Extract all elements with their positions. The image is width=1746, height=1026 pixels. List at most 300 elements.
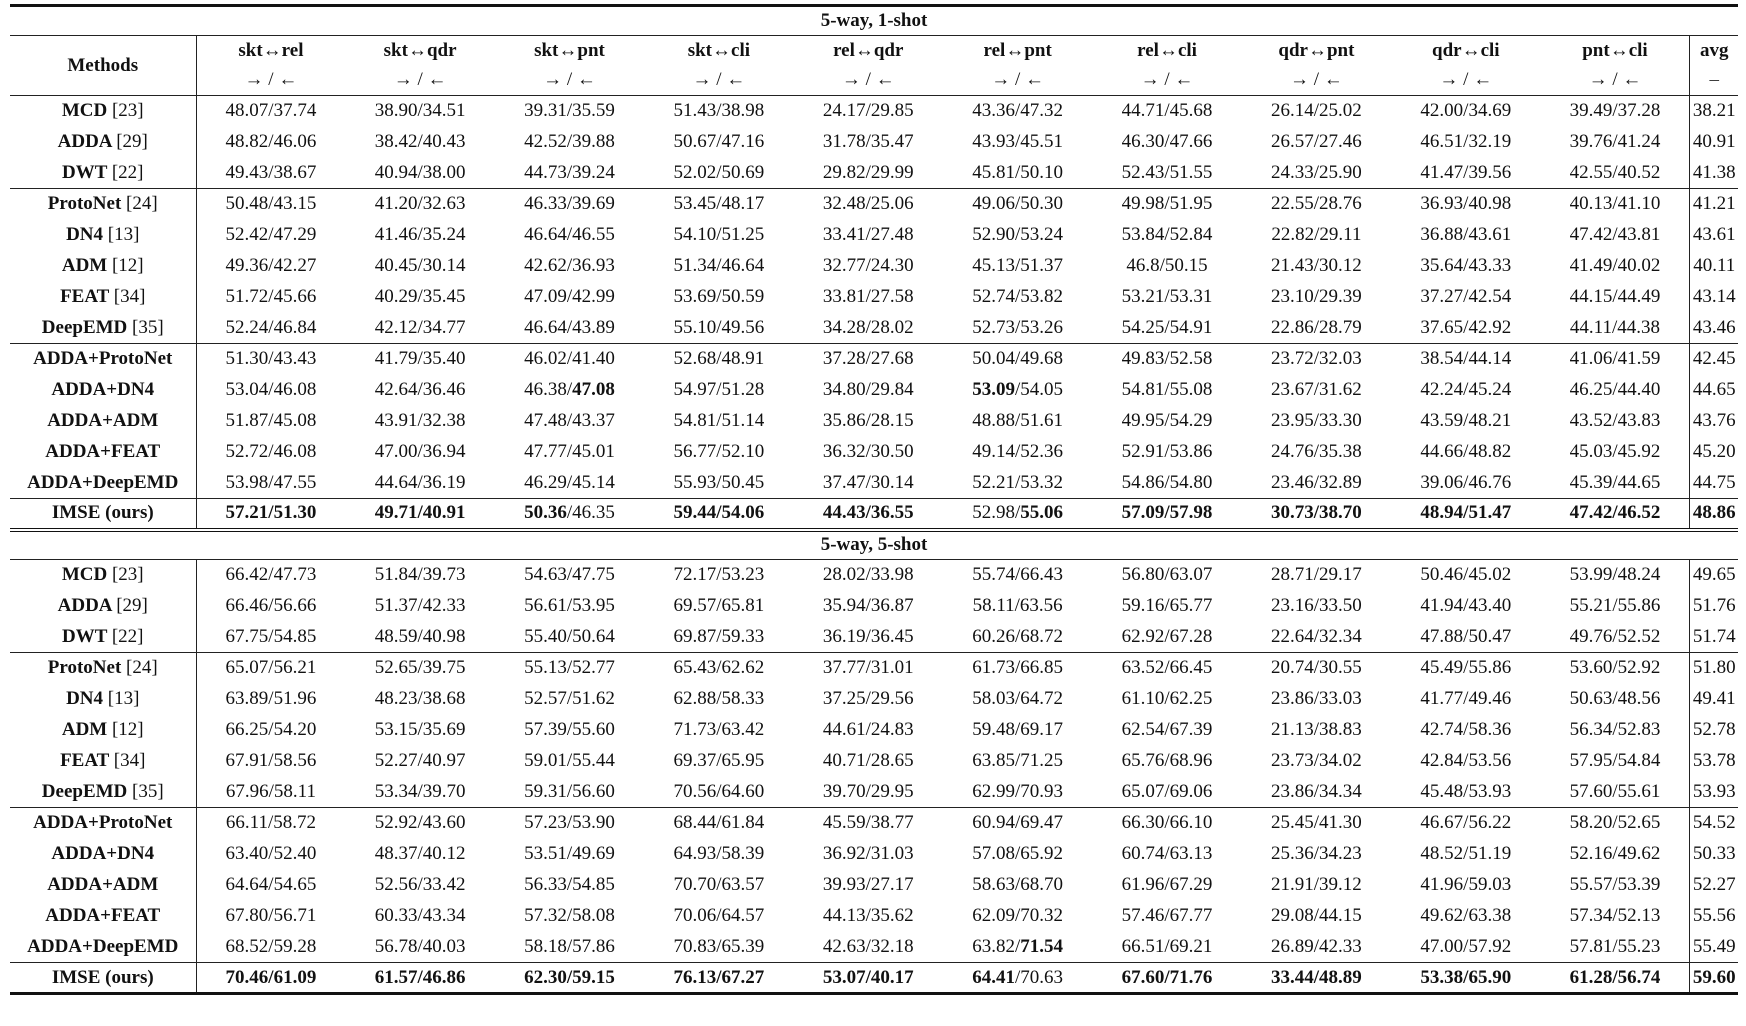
result-cell <box>644 746 793 777</box>
method-ref: [35] <box>132 316 164 338</box>
method-label: ADDA+DeepEMD <box>27 471 179 493</box>
method-name <box>10 808 196 839</box>
result-value: 46.8/50.15 <box>1126 255 1208 276</box>
result-value: 53.51/49.69 <box>524 843 615 864</box>
direction-label: → / ← <box>244 69 298 91</box>
result-cell <box>1541 189 1690 220</box>
table-row <box>10 870 1738 901</box>
result-value: 52.90/53.24 <box>972 224 1064 245</box>
result-cell <box>1092 158 1241 189</box>
result-cell <box>1092 839 1241 870</box>
avg-value: 53.93 <box>1690 777 1738 808</box>
avg-value: 48.86 <box>1690 499 1738 530</box>
result-value: 53.04/46.08 <box>225 379 317 400</box>
result-value: 55.06 <box>1020 502 1064 524</box>
result-cell <box>1092 560 1241 591</box>
result-cell <box>1092 251 1241 282</box>
result-cell <box>1242 220 1391 251</box>
result-cell <box>644 901 793 932</box>
result-cell <box>1391 870 1540 901</box>
result-cell <box>1541 839 1690 870</box>
result-cell <box>943 499 1092 530</box>
method-name <box>10 189 196 220</box>
result-cell <box>1242 375 1391 406</box>
result-cell <box>495 437 644 468</box>
result-value: 52.68/48.91 <box>673 348 765 370</box>
method-label: DWT <box>62 161 108 183</box>
result-cell <box>1242 932 1391 963</box>
result-cell <box>1391 375 1540 406</box>
result-value: 62.99/70.93 <box>972 780 1064 802</box>
result-value: 39.06/46.76 <box>1420 471 1512 493</box>
result-cell <box>196 313 345 344</box>
result-cell <box>495 220 644 251</box>
result-value: 43.52/43.83 <box>1569 410 1661 431</box>
result-cell <box>196 839 345 870</box>
result-value: 43.91/32.38 <box>374 410 466 431</box>
direction-label: → / ← <box>393 69 447 91</box>
method-name <box>10 963 196 994</box>
result-value: 49.95/54.29 <box>1121 410 1213 431</box>
result-value: 36.19/36.45 <box>822 625 914 647</box>
result-value: 51.84/39.73 <box>374 564 466 586</box>
result-value: 46.51/32.19 <box>1420 131 1512 152</box>
result-cell <box>1092 313 1241 344</box>
result-value: 59.31/56.60 <box>524 780 615 802</box>
avg-value: 41.38 <box>1690 158 1738 189</box>
result-value: 42.62/36.93 <box>524 255 615 276</box>
result-value: 35.64/43.33 <box>1420 255 1512 276</box>
result-cell <box>794 746 943 777</box>
result-cell <box>495 158 644 189</box>
method-name <box>10 622 196 653</box>
result-value: 52.27/40.97 <box>374 750 466 771</box>
result-value: 59.16/65.77 <box>1121 595 1213 616</box>
result-cell <box>943 406 1092 437</box>
direction-label: → / ← <box>1588 69 1642 91</box>
result-value: 45.49/55.86 <box>1420 657 1512 679</box>
result-cell <box>943 220 1092 251</box>
result-value: 20.74/30.55 <box>1271 657 1362 679</box>
result-cell <box>1391 901 1540 932</box>
result-cell <box>1541 220 1690 251</box>
method-name <box>10 839 196 870</box>
result-cell <box>644 622 793 653</box>
result-cell <box>1242 622 1391 653</box>
method-ref: [29] <box>116 131 148 152</box>
result-value: 64.64/54.65 <box>225 874 317 895</box>
result-cell <box>1541 406 1690 437</box>
result-value: 37.28/27.68 <box>822 348 914 370</box>
result-value: 52.02/50.69 <box>673 161 765 183</box>
result-value: 34.80/29.84 <box>822 379 914 400</box>
result-value: 39.70/29.95 <box>822 780 914 802</box>
result-cell <box>794 499 943 530</box>
result-value: 26.57/27.46 <box>1271 131 1362 152</box>
result-value: 49.76/52.52 <box>1569 625 1661 647</box>
result-value: 68.52/59.28 <box>225 935 317 957</box>
method-name <box>10 220 196 251</box>
result-cell <box>495 808 644 839</box>
result-cell <box>1242 96 1391 127</box>
result-cell <box>345 344 494 375</box>
result-value: 60.74/63.13 <box>1121 843 1213 864</box>
result-value: 61.96/67.29 <box>1121 874 1213 895</box>
result-value: 46.25/44.40 <box>1569 379 1661 400</box>
result-value: 45.48/53.93 <box>1420 780 1512 802</box>
result-value: 64.93/58.39 <box>673 843 765 864</box>
result-cell <box>943 622 1092 653</box>
result-cell <box>943 560 1092 591</box>
result-cell <box>495 622 644 653</box>
section-title: 5-way, 5-shot <box>10 530 1738 560</box>
result-cell <box>943 189 1092 220</box>
avg-value: 45.20 <box>1690 437 1738 468</box>
method-label: IMSE (ours) <box>51 502 154 524</box>
result-value: 67.60/71.76 <box>1121 966 1213 988</box>
result-value: 52.74/53.82 <box>972 286 1064 307</box>
result-cell <box>495 313 644 344</box>
result-value: /46.35 <box>566 502 615 524</box>
result-value: 22.86/28.79 <box>1271 316 1362 338</box>
result-value: 50.36 <box>524 502 567 524</box>
table-row <box>10 777 1738 808</box>
method-label: DWT <box>62 625 108 647</box>
table-row <box>10 344 1738 375</box>
result-cell <box>345 560 494 591</box>
result-value: 63.52/66.45 <box>1121 657 1213 679</box>
result-value: 57.95/54.84 <box>1569 750 1661 771</box>
column-header: skt↔cli <box>644 36 793 66</box>
result-cell <box>943 251 1092 282</box>
method-ref: [34] <box>113 750 146 771</box>
result-value: 71.73/63.42 <box>673 719 765 740</box>
result-value: 46.67/56.22 <box>1420 812 1512 834</box>
method-ref: [24] <box>126 193 158 215</box>
method-label: ProtoNet <box>47 193 122 215</box>
result-value: 57.60/55.61 <box>1569 780 1661 802</box>
result-cell <box>345 591 494 622</box>
result-cell <box>345 127 494 158</box>
result-cell <box>1092 127 1241 158</box>
direction-row <box>10 66 1738 96</box>
result-value: 47.77/45.01 <box>524 441 615 462</box>
method-label: ADDA+DN4 <box>51 379 155 400</box>
result-value: 31.78/35.47 <box>822 131 914 152</box>
result-cell <box>1541 251 1690 282</box>
result-cell <box>644 870 793 901</box>
result-cell <box>345 499 494 530</box>
result-cell <box>1391 406 1540 437</box>
result-cell <box>644 220 793 251</box>
method-label: ADDA+ProtoNet <box>33 348 173 370</box>
result-value: 26.89/42.33 <box>1271 935 1362 957</box>
result-cell <box>943 158 1092 189</box>
avg-value: 38.21 <box>1690 96 1738 127</box>
result-cell <box>1092 344 1241 375</box>
result-value: 62.30/59.15 <box>524 966 615 988</box>
result-cell <box>1541 96 1690 127</box>
avg-value: 41.21 <box>1690 189 1738 220</box>
result-value: 52.57/51.62 <box>524 688 615 709</box>
avg-value: 55.56 <box>1690 901 1738 932</box>
avg-value: 51.80 <box>1690 653 1738 684</box>
result-cell <box>1242 251 1391 282</box>
result-value: 47.48/43.37 <box>524 410 615 431</box>
result-cell <box>1242 560 1391 591</box>
result-value: 42.00/34.69 <box>1420 100 1512 122</box>
result-value: 48.82/46.06 <box>225 131 317 152</box>
result-value: 37.77/31.01 <box>822 657 914 679</box>
result-cell <box>1541 591 1690 622</box>
table-row <box>10 127 1738 158</box>
result-value: 41.20/32.63 <box>374 193 466 215</box>
column-header: qdr↔pnt <box>1242 36 1391 66</box>
result-value: 53.07/40.17 <box>822 966 914 988</box>
result-value: 66.46/56.66 <box>225 595 317 616</box>
result-cell <box>644 437 793 468</box>
avg-value: 49.65 <box>1690 560 1738 591</box>
result-value: 58.20/52.65 <box>1569 812 1661 834</box>
result-value: 76.13/67.27 <box>673 966 765 988</box>
result-value: 24.33/25.90 <box>1271 161 1362 183</box>
table-row <box>10 468 1738 499</box>
result-value: 56.77/52.10 <box>673 441 765 462</box>
method-name <box>10 313 196 344</box>
method-ref: [23] <box>111 564 144 586</box>
result-value: 53.69/50.59 <box>673 286 765 307</box>
method-label: ProtoNet <box>47 657 122 679</box>
result-cell <box>943 963 1092 994</box>
direction-label: → / ← <box>991 69 1045 91</box>
result-value: 37.27/42.54 <box>1420 286 1512 307</box>
result-cell <box>794 282 943 313</box>
result-value: 45.13/51.37 <box>972 255 1064 276</box>
table-row <box>10 684 1738 715</box>
method-name <box>10 96 196 127</box>
result-cell <box>345 406 494 437</box>
table-row <box>10 220 1738 251</box>
result-cell <box>495 715 644 746</box>
result-cell <box>1391 839 1540 870</box>
result-cell <box>644 715 793 746</box>
result-value: 61.10/62.25 <box>1121 688 1213 709</box>
result-value: 39.31/35.59 <box>524 100 615 122</box>
result-value: 42.64/36.46 <box>374 379 466 400</box>
column-header: skt↔rel <box>196 36 345 66</box>
result-cell <box>1541 127 1690 158</box>
result-value: 59.01/55.44 <box>524 750 615 771</box>
result-cell <box>1541 282 1690 313</box>
avg-value: 50.33 <box>1690 839 1738 870</box>
table-row <box>10 251 1738 282</box>
result-cell <box>495 344 644 375</box>
result-cell <box>644 808 793 839</box>
result-cell <box>644 684 793 715</box>
result-value: 63.40/52.40 <box>225 843 317 864</box>
method-label: ADDA+ADM <box>47 410 159 431</box>
result-value: 49.36/42.27 <box>225 255 317 276</box>
result-cell <box>1092 870 1241 901</box>
result-cell <box>495 684 644 715</box>
result-value: 50.63/48.56 <box>1569 688 1661 709</box>
result-value: 46.02/41.40 <box>524 348 615 370</box>
method-label: MCD <box>61 100 108 122</box>
result-cell <box>1242 437 1391 468</box>
result-cell <box>943 808 1092 839</box>
method-label: ADDA+FEAT <box>45 905 161 926</box>
result-cell <box>196 127 345 158</box>
result-cell <box>345 375 494 406</box>
result-value: 53.21/53.31 <box>1121 286 1213 307</box>
method-ref: [22] <box>111 625 144 647</box>
method-ref: [35] <box>132 780 164 802</box>
result-cell <box>495 375 644 406</box>
result-cell <box>1092 777 1241 808</box>
section-title-row <box>10 6 1738 36</box>
result-value: 41.06/41.59 <box>1569 348 1661 370</box>
result-cell <box>1391 715 1540 746</box>
result-value: 46.29/45.14 <box>524 471 615 493</box>
result-value: 65.07/56.21 <box>225 657 317 679</box>
result-cell <box>1541 777 1690 808</box>
result-cell <box>1541 560 1690 591</box>
method-label: DN4 <box>66 688 104 709</box>
result-cell <box>794 839 943 870</box>
result-value: 42.84/53.56 <box>1420 750 1512 771</box>
result-cell <box>345 839 494 870</box>
result-value: 23.73/34.02 <box>1271 750 1362 771</box>
result-cell <box>196 808 345 839</box>
column-header: pnt↔cli <box>1541 36 1690 66</box>
result-value: 66.42/47.73 <box>225 564 317 586</box>
direction-label: → / ← <box>543 69 596 91</box>
result-value: 50.48/43.15 <box>225 193 317 215</box>
avg-value: 43.61 <box>1690 220 1738 251</box>
result-cell <box>495 901 644 932</box>
result-cell <box>196 560 345 591</box>
result-value: 39.49/37.28 <box>1569 100 1661 122</box>
result-value: 66.51/69.21 <box>1121 935 1213 957</box>
method-label: ADDA+ProtoNet <box>33 812 173 834</box>
result-cell <box>345 870 494 901</box>
result-cell <box>345 901 494 932</box>
result-cell <box>794 468 943 499</box>
result-cell <box>1391 653 1540 684</box>
result-value: 49.14/52.36 <box>972 441 1064 462</box>
result-cell <box>196 777 345 808</box>
result-value: 71.54 <box>1020 935 1064 957</box>
result-value: 24.17/29.85 <box>822 100 914 122</box>
result-value: 56.61/53.95 <box>524 595 615 616</box>
result-value: 70.06/64.57 <box>673 905 765 926</box>
result-value: 57.23/53.90 <box>524 812 615 834</box>
result-cell <box>794 870 943 901</box>
result-cell <box>794 622 943 653</box>
method-label: ADDA+ADM <box>47 874 159 895</box>
result-value: 33.81/27.58 <box>822 286 914 307</box>
result-cell <box>495 251 644 282</box>
result-value: 56.78/40.03 <box>374 935 466 957</box>
result-value: 44.11/44.38 <box>1569 316 1660 338</box>
result-cell <box>644 158 793 189</box>
result-cell <box>196 189 345 220</box>
result-cell <box>345 437 494 468</box>
result-cell <box>345 158 494 189</box>
method-ref: [34] <box>113 286 146 307</box>
result-cell <box>794 313 943 344</box>
result-cell <box>495 127 644 158</box>
result-cell <box>196 499 345 530</box>
table-row <box>10 499 1738 530</box>
result-value: 41.94/43.40 <box>1420 595 1512 616</box>
result-cell <box>943 344 1092 375</box>
result-value: 28.02/33.98 <box>822 564 914 586</box>
result-value: 41.96/59.03 <box>1420 874 1512 895</box>
avg-value: 52.78 <box>1690 715 1738 746</box>
table-row <box>10 746 1738 777</box>
result-value: 59.48/69.17 <box>972 719 1064 740</box>
avg-value: 54.52 <box>1690 808 1738 839</box>
result-cell <box>196 963 345 994</box>
method-ref: [29] <box>116 595 148 616</box>
direction-label: → / ← <box>1140 69 1194 91</box>
result-cell <box>1092 715 1241 746</box>
result-cell <box>644 839 793 870</box>
result-cell <box>794 437 943 468</box>
result-value: 66.11/58.72 <box>225 812 316 834</box>
direction-label: → / ← <box>1290 69 1343 91</box>
result-cell <box>196 96 345 127</box>
result-value: 36.93/40.98 <box>1420 193 1512 215</box>
result-cell <box>345 251 494 282</box>
avg-value: 43.76 <box>1690 406 1738 437</box>
result-cell <box>1541 746 1690 777</box>
result-value: 48.37/40.12 <box>374 843 466 864</box>
result-value: 47.00/57.92 <box>1420 935 1512 957</box>
method-label: ADDA+DN4 <box>51 843 155 864</box>
result-value: 72.17/53.23 <box>673 564 765 586</box>
result-cell <box>495 870 644 901</box>
result-value: 23.86/34.34 <box>1271 780 1362 802</box>
result-value: 55.13/52.77 <box>524 657 615 679</box>
direction-label: → / ← <box>692 69 746 91</box>
result-cell <box>495 96 644 127</box>
result-value: 52.42/47.29 <box>225 224 317 245</box>
method-name <box>10 560 196 591</box>
avg-value: 53.78 <box>1690 746 1738 777</box>
result-value: 38.90/34.51 <box>374 100 466 122</box>
result-value: 41.77/49.46 <box>1420 688 1512 709</box>
result-value: 54.63/47.75 <box>524 564 615 586</box>
result-cell <box>345 715 494 746</box>
result-cell <box>1092 189 1241 220</box>
result-cell <box>196 158 345 189</box>
result-value: 62.88/58.33 <box>673 688 765 709</box>
result-value: 58.18/57.86 <box>524 935 615 957</box>
avg-value: 52.27 <box>1690 870 1738 901</box>
result-value: 70.83/65.39 <box>673 935 765 957</box>
result-cell <box>644 313 793 344</box>
result-value: 62.54/67.39 <box>1121 719 1213 740</box>
result-cell <box>1541 158 1690 189</box>
result-cell <box>1242 963 1391 994</box>
result-value: 54.25/54.91 <box>1121 316 1213 338</box>
result-value: 37.25/29.56 <box>822 688 914 709</box>
method-label: DeepEMD <box>41 780 128 802</box>
result-cell <box>644 963 793 994</box>
method-label: FEAT <box>60 286 109 307</box>
